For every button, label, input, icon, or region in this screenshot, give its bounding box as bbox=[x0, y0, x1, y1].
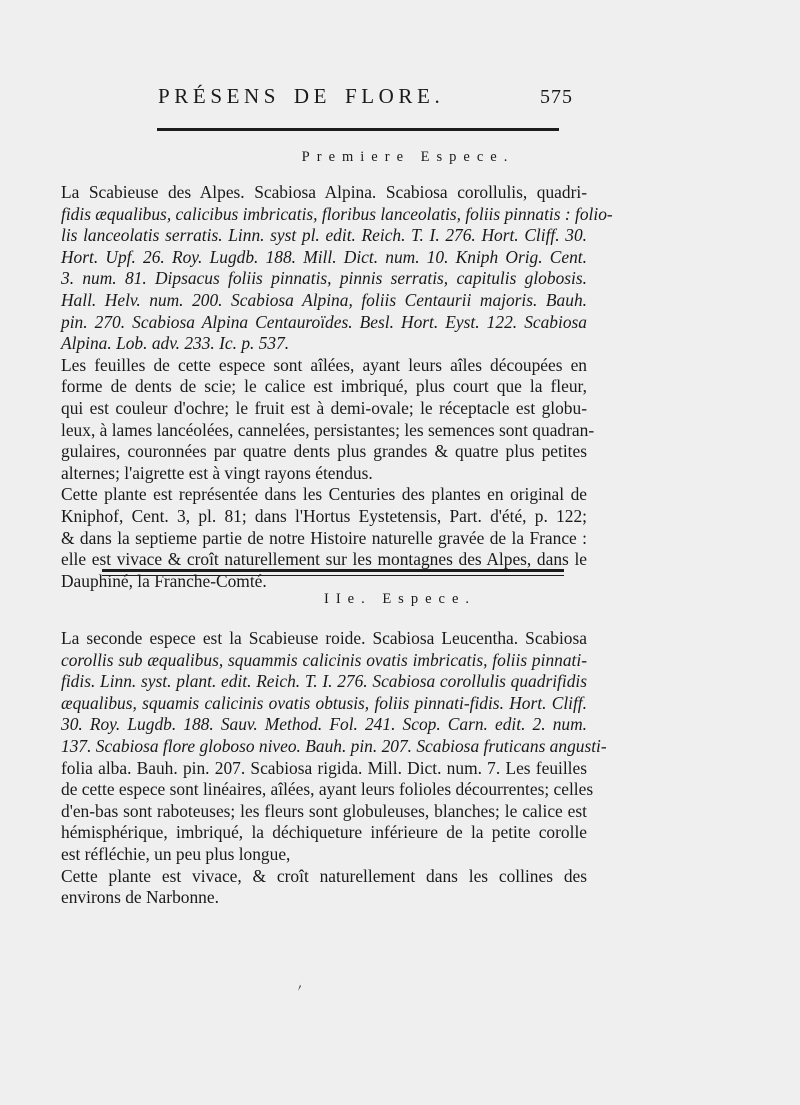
text-line: pin. 270. Scabiosa Alpina Centauroïdes. Besl. Hort. Eyst. 122. Scabiosa bbox=[61, 311, 587, 332]
text-line: leux, à lames lancéolées, cannelées, persistantes; les semences sont quadran- bbox=[61, 419, 595, 440]
text-line: d'en-bas sont raboteuses; les fleurs sont globuleuses, blanches; le calice est bbox=[61, 800, 587, 821]
section-divider-thin bbox=[102, 575, 564, 576]
header-rule bbox=[157, 128, 559, 131]
text-line: environs de Narbonne. bbox=[61, 887, 219, 908]
running-head bbox=[0, 84, 800, 114]
text-line: est réfléchie, un peu plus longue, bbox=[61, 843, 291, 864]
text-line: de cette espece sont linéaires, aîlées, ayant leurs folioles décourrentes; celles bbox=[61, 779, 594, 800]
text-line: æqualibus, squamis calicinis ovatis obtusis, foliis pinnati-fidis. Hort. Cliff. bbox=[61, 692, 587, 713]
section1-heading: Premiere Espece. bbox=[301, 149, 515, 165]
text-line: 30. Roy. Lugdb. 188. Sauv. Method. Fol. 241. Scop. Carn. edit. 2. num. bbox=[61, 714, 587, 735]
text-line: hémisphérique, imbriqué, la déchiqueture inférieure de la petite corolle bbox=[61, 822, 587, 843]
text-line: Les feuilles de cette espece sont aîlées, ayant leurs aîles découpées en bbox=[61, 354, 587, 375]
text-line: fidis. Linn. syst. plant. edit. Reich. T. I. 276. Scabiosa corollulis quadrifidis bbox=[61, 671, 587, 692]
text-line: Cette plante est vivace, & croît naturellement dans les collines des bbox=[61, 865, 587, 886]
text-line: Cette plante est représentée dans les Centuries des plantes en original de bbox=[61, 484, 587, 505]
text-line: lis lanceolatis serratis. Linn. syst pl. edit. Reich. T. I. 276. Hort. Cliff. 30. bbox=[61, 225, 587, 246]
section2-body bbox=[61, 628, 607, 909]
text-line: forme de dents de scie; le calice est imbriqué, plus court que la fleur, bbox=[61, 376, 587, 397]
text-line: La Scabieuse des Alpes. Scabiosa Alpina. Scabiosa corollulis, quadri- bbox=[61, 182, 587, 202]
text-line: & dans la septieme partie de notre Histoire naturelle gravée de la France : bbox=[61, 527, 587, 548]
text-line: fidis æqualibus, calicibus imbricatis, floribus lanceolatis, foliis pinnatis : folio- bbox=[61, 203, 613, 224]
text-line: corollis sub æqualibus, squammis calicinis ovatis imbricatis, foliis pinnati- bbox=[61, 649, 587, 670]
text-line: Kniphof, Cent. 3, pl. 81; dans l'Hortus Eystetensis, Part. d'été, p. 122; bbox=[61, 505, 587, 526]
section-divider-thick bbox=[102, 569, 564, 572]
ink-speck bbox=[294, 980, 304, 996]
text-line: Hall. Helv. num. 200. Scabiosa Alpina, foliis Centaurii majoris. Bauh. bbox=[61, 289, 587, 310]
text-line: Dauphiné, la Franche-Comté. bbox=[61, 570, 267, 591]
text-line: folia alba. Bauh. pin. 207. Scabiosa rigida. Mill. Dict. num. 7. Les feuilles bbox=[61, 757, 587, 778]
text-line: qui est couleur d'ochre; le fruit est à demi-ovale; le réceptacle est globu- bbox=[61, 397, 587, 418]
text-line: gulaires, couronnées par quatre dents plus grandes & quatre plus petites bbox=[61, 441, 587, 462]
text-line: 3. num. 81. Dipsacus foliis pinnatis, pinnis serratis, capitulis globosis. bbox=[61, 268, 587, 289]
text-line: alternes; l'aigrette est à vingt rayons étendus. bbox=[61, 462, 373, 483]
running-title: PRÉSENS DE FLORE. bbox=[158, 84, 445, 108]
text-line: elle est vivace & croît naturellement sur les montagnes des Alpes, dans le bbox=[61, 549, 587, 570]
text-line: Hort. Upf. 26. Roy. Lugdb. 188. Mill. Dict. num. 10. Kniph Orig. Cent. bbox=[61, 246, 587, 267]
text-line: La seconde espece est la Scabieuse roide. Scabiosa Leucentha. Scabiosa bbox=[61, 628, 587, 648]
page-number: 575 bbox=[540, 86, 573, 108]
section1-body bbox=[61, 182, 613, 592]
section2-heading: IIe. Espece. bbox=[323, 591, 477, 607]
text-line: Alpina. Lob. adv. 233. Ic. p. 537. bbox=[61, 333, 290, 354]
text-line: 137. Scabiosa flore globoso niveo. Bauh. pin. 207. Scabiosa fruticans angusti- bbox=[61, 735, 607, 756]
